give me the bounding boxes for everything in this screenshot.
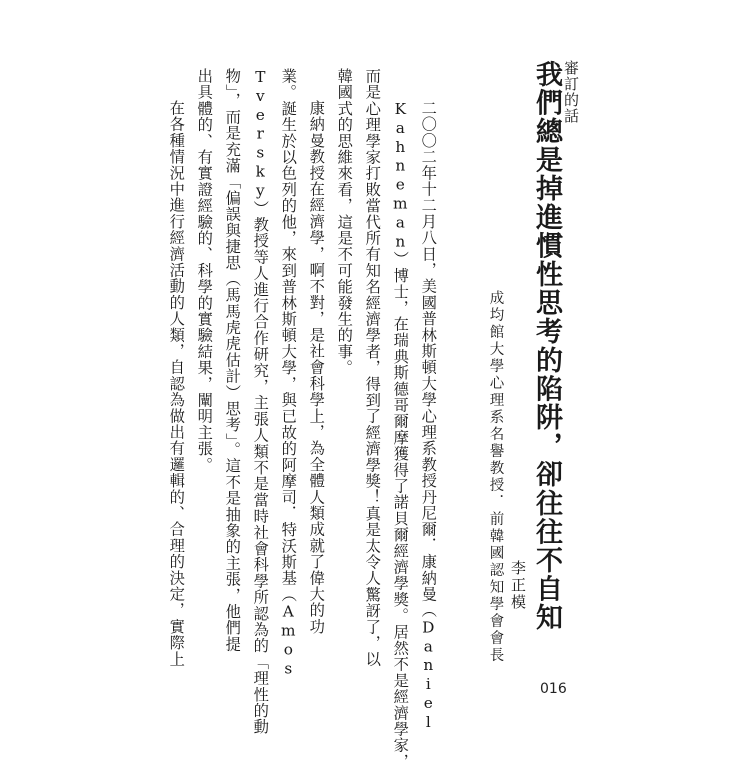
chapter-title: 我們總是掉進慣性思考的陷阱，卻往往不自知 <box>531 60 562 632</box>
author-affiliation: 成均館大學心理系名譽教授．前韓國認知學會會長 <box>487 290 504 664</box>
series-label: 審訂的話 <box>562 60 580 124</box>
body-line-6: 業。誕生於以色列的他，來到普林斯頓大學，與已故的阿摩司．特沃斯基（Amos <box>279 68 298 679</box>
body-line-2: Kahneman）博士，在瑞典斯德哥爾摩獲得了諾貝爾經濟學獎。居然不是經濟學家， <box>391 100 410 770</box>
body-line-7: Tversky）教授等人進行合作研究，主張人類不是當時社會科學所認為的「理性的動 <box>251 68 270 735</box>
body-line-4: 韓國式的思維來看，這是不可能發生的事。 <box>335 68 354 376</box>
body-line-3: 而是心理學家打敗當代所有知名經濟學者，得到了經濟學獎！真是太令人驚訝了，以 <box>363 68 382 668</box>
page-number: 016 <box>540 681 567 697</box>
body-line-9: 出具體的、有實證經驗的、科學的實驗結果，闡明主張。 <box>195 68 214 473</box>
body-line-10: 在各種情況中進行經濟活動的人類，自認為做出有邏輯的、合理的決定，實際上 <box>167 100 186 667</box>
body-line-1: 二〇〇二年十二月八日，美國普林斯頓大學心理系教授丹尼爾．康納曼（Daniel <box>419 100 438 732</box>
body-line-5: 康納曼教授在經濟學，啊不對，是社會科學上，為全體人類成就了偉大的功 <box>307 100 326 635</box>
body-line-8: 物」，而是充滿「偏誤與捷思（馬馬虎虎估計）思考」。這不是抽象的主張，他們提 <box>223 68 242 653</box>
author-name: 李正模 <box>509 560 527 611</box>
